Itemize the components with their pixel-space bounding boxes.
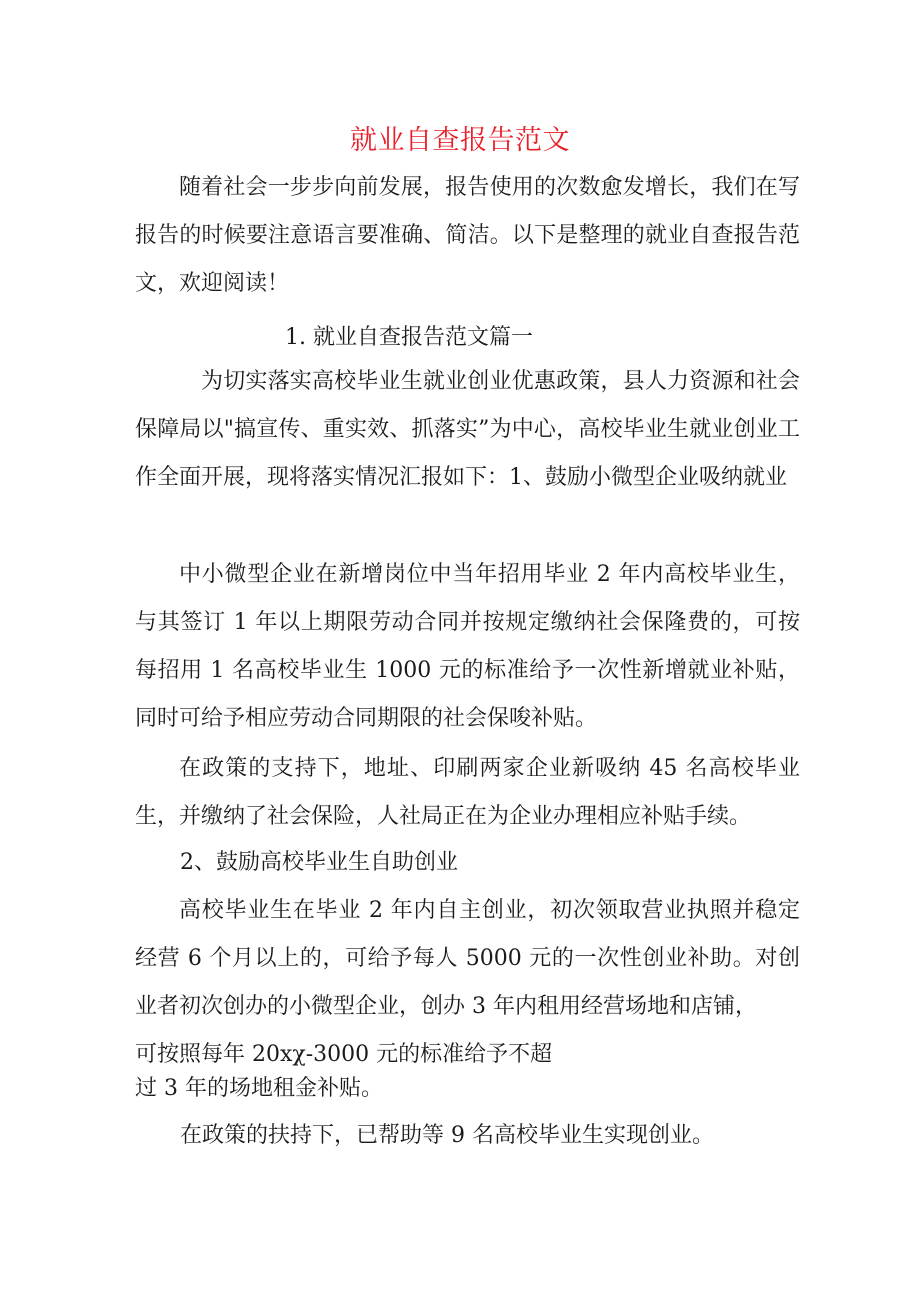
intro-paragraph: 随着社会一步步向前发展，报告使用的次数愈发增长，我们在写报告的时候要注意语言要准确、简洁。以下是整理的就业自查报告范文，欢迎阅读！ [135, 175, 800, 296]
paragraph-4-line-b: 过 3 年的场地租金补贴。 [135, 1076, 383, 1101]
paragraph-2: 中小微型企业在新增岗位中当年招用毕业 2 年内高校毕业生，与其签订 1 年以上期限劳动合同并按规定缴纳社会保隆费的，可按每招用 1 名高校毕业生 1000 元的标准给予一次性新增就业补贴，同时可给予相应劳动合同期限的社会保唆补贴。 [135, 562, 800, 731]
paragraph-4-line-a: 可按照每年 20xχ-3000 元的标准给予不超 [135, 1042, 553, 1067]
paragraph-3: 在政策的支持下，地址、印刷两家企业新吸纳 45 名高校毕业生，并缴纳了社会保险，人社局正在为企业办理相应补贴手续。 [135, 756, 800, 829]
paragraph-5: 在政策的扶持下，已帮助等 9 名高校毕业生实现创业。 [180, 1123, 714, 1148]
paragraph-1: 为切实落实高校毕业生就业创业优惠政策，县人力资源和社会保障局以"搞宣传、重实效、抓落实”为中心，高校毕业生就业创业工作全面开展，现将落实情况汇报如下：1、鼓励小微型企业吸纳就业 [135, 369, 800, 490]
paragraph-4: 高校毕业生在毕业 2 年内自主创业，初次领取营业执照并稳定经营 6 个月以上的，可给予每人 5000 元的一次性创业补助。对创业者初次创办的小微型企业，创办 3 年内租用经营场地和店铺， [135, 898, 800, 1019]
section-heading: 1. 就业自查报告范文篇一 [285, 325, 533, 350]
sub-heading-2: 2、鼓励高校毕业生自助创业 [180, 850, 458, 875]
document-title: 就业自查报告范文 [350, 125, 570, 156]
